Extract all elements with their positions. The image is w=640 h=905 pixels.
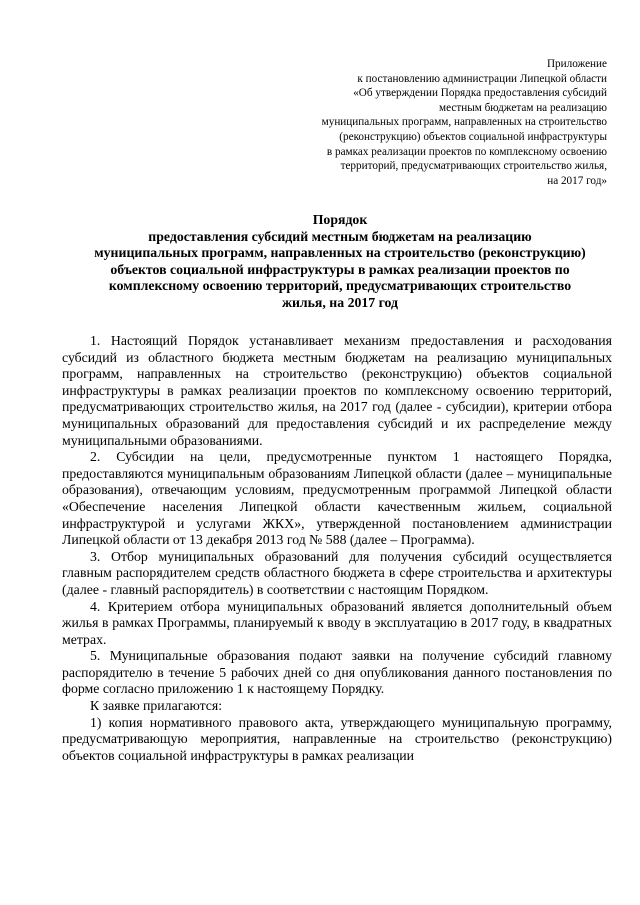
title-line: жилья, на 2017 год — [281, 294, 399, 310]
document-title — [40, 212, 640, 312]
title-line: предоставления субсидий местным бюджетам на реализацию — [148, 228, 532, 244]
attachments-intro: К заявке прилагаются: — [90, 698, 223, 714]
attachment-item-1: 1) копия нормативного правового акта, утверждающего муниципальную программу, предусматривающую мероприятия, направленные на строительство (реконструкцию) объектов социальной инфраструктуры в рамках реализации — [62, 714, 612, 763]
appendix-line: муниципальных программ, направленных на строительство — [321, 116, 607, 129]
appendix-line: в рамках реализации проектов по комплексному освоению — [326, 145, 607, 158]
appendix-line: местным бюджетам на реализацию — [439, 101, 607, 114]
paragraph-4: 4. Критерием отбора муниципальных образований является дополнительный объем жилья в рамках Программы, планируемый к вводу в эксплуатацию в 2017 году, в квадратных метрах. — [62, 598, 612, 647]
paragraph-3: 3. Отбор муниципальных образований для получения субсидий осуществляется главным распорядителем средств областного бюджета в сфере строительства и архитектуры (далее - главный распорядитель) в соответствии с настоящим Порядком. — [62, 548, 612, 597]
appendix-line: Приложение — [546, 58, 607, 70]
title-line: объектов социальной инфраструктуры в рамках реализации проектов по — [110, 261, 570, 277]
appendix-line: (реконструкцию) объектов социальной инфраструктуры — [339, 130, 607, 143]
paragraph-2: 2. Субсидии на цели, предусмотренные пунктом 1 настоящего Порядка, предоставляются муниципальным образованиям Липецкой области (далее – муниципальные образования), отвечающим условиям, предусмотренным программой Липецкой области «Обеспечение населения Липецкой области качественным жильем, социальной инфраструктурой и услугами ЖКХ», утвержденной постановлением администрации Липецкой области от 13 декабря 2013 год № 588 (далее – Программа). — [62, 449, 612, 548]
document-body — [62, 333, 612, 764]
appendix-line: территорий, предусматривающих строительство жилья, — [340, 160, 607, 173]
title-line: Порядок — [312, 212, 368, 227]
appendix-line: на 2017 год» — [547, 174, 607, 187]
appendix-line: «Об утверждении Порядка предоставления субсидий — [353, 87, 607, 100]
appendix-line: к постановлению администрации Липецкой области — [357, 72, 607, 85]
paragraph-1: 1. Настоящий Порядок устанавливает механизм предоставления и расходования субсидий из областного бюджета местным бюджетам на реализацию муниципальных программ, направленных на строительство (реконструкцию) объектов социальной инфраструктуры в рамках реализации проектов по комплексному освоению территорий, предусматривающих строительство жилья, на 2017 год (далее - субсидии), критерии отбора муниципальных образований для предоставления субсидий и их распределение между муниципальными образованиями. — [62, 333, 612, 448]
paragraph-5: 5. Муниципальные образования подают заявки на получение субсидий главному распорядителю в течение 5 рабочих дней со дня опубликования данного постановления по форме согласно приложению 1 к настоящему Порядку. — [62, 648, 612, 697]
title-line: муниципальных программ, направленных на строительство (реконструкцию) — [94, 245, 586, 261]
title-line: комплексному освоению территорий, предусматривающих строительство — [108, 278, 572, 294]
appendix-header — [287, 57, 607, 188]
